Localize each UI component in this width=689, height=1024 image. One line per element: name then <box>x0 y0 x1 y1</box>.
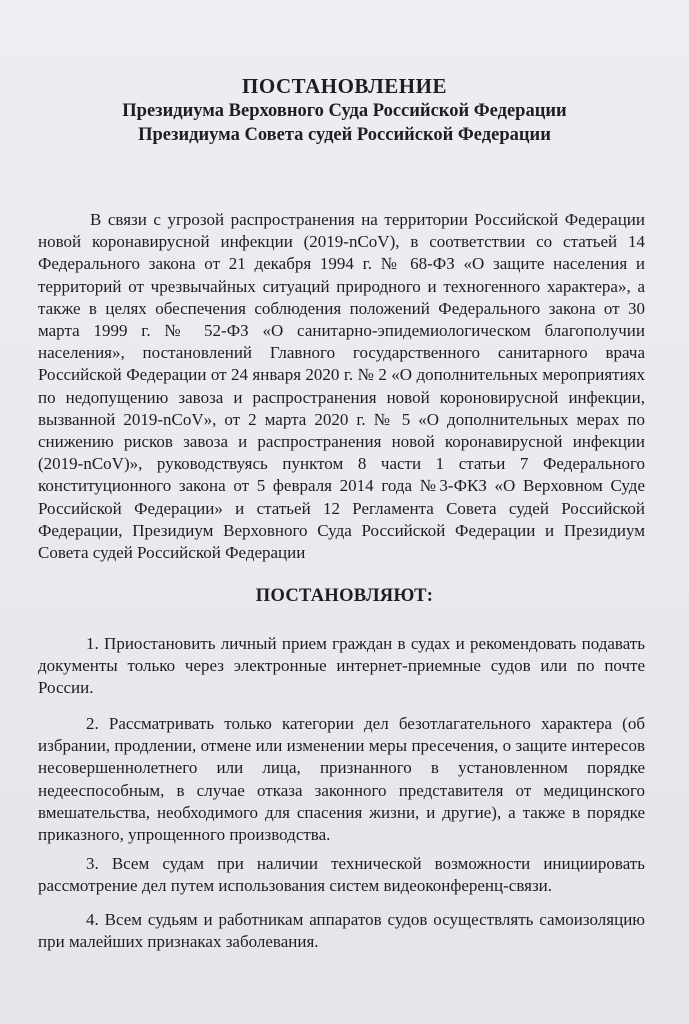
document-title: ПОСТАНОВЛЕНИЕ <box>242 74 447 98</box>
document-subtitle-line2: Президиума Совета судей Российской Федерации <box>138 125 551 145</box>
intro-paragraph: В связи с угрозой распространения на территории Российской Федерации новой коронавирусной инфекции (2019-nCoV), в соответствии со статьей 14 Федерального закона от 21 декабря 1994 г. № 68-ФЗ «О защите населения и территорий от чрезвычайных ситуаций природного и техногенного характера», а также в целях обеспечения соблюдения положений Федерального закона от 30 марта 1999 г. № 52-ФЗ «О санитарно-эпидемиологическом благополучии населения», постановлений Главного государственного санитарного врача Российской Федерации от 24 января 2020 г. № 2 «О дополнительных мероприятиях по недопущению завоза и распространения новой короновирусной инфекции, вызванной 2019-nCoV», от 2 марта 2020 г. № 5 «О дополнительных мерах по снижению рисков завоза и распространения новой коронавирусной инфекции (2019-nCoV)», руководствуясь пунктом 8 части 1 статьи 7 Федерального конституционного закона от 5 февраля 2014 года №3-ФКЗ «О Верховном Суде Российской Федерации» и статьей 12 Регламента Совета судей Российской Федерации, Президиум Верховного Суда Российской Федерации и Президиум Совета судей Российской Федерации <box>38 210 645 563</box>
decree-item-2: 2. Рассматривать только категории дел безотлагательного характера (об избрании, продлении, отмене или изменении меры пресечения, о защите интересов несовершеннолетнего или лица, признанного в установленном порядке недееспособным, в случае отказа законного представителя от медицинского вмешательства, необходимого для спасения жизни, и другие), а также в порядке приказного, упрощенного производства. <box>38 714 645 845</box>
document-header <box>0 73 689 147</box>
decree-item-1: 1. Приостановить личный прием граждан в судах и рекомендовать подавать документы только через электронные интернет-приемные судов или по почте России. <box>38 634 645 698</box>
decree-heading: ПОСТАНОВЛЯЮТ: <box>255 586 434 606</box>
decree-item-3: 3. Всем судам при наличии технической возможности инициировать рассмотрение дел путем использования систем видеоконференц-связи. <box>38 854 645 896</box>
document-subtitle-line1: Президиума Верховного Суда Российской Федерации <box>122 101 567 121</box>
decree-item-4: 4. Всем судьям и работникам аппаратов судов осуществлять самоизоляцию при малейших признаках заболевания. <box>38 910 645 952</box>
